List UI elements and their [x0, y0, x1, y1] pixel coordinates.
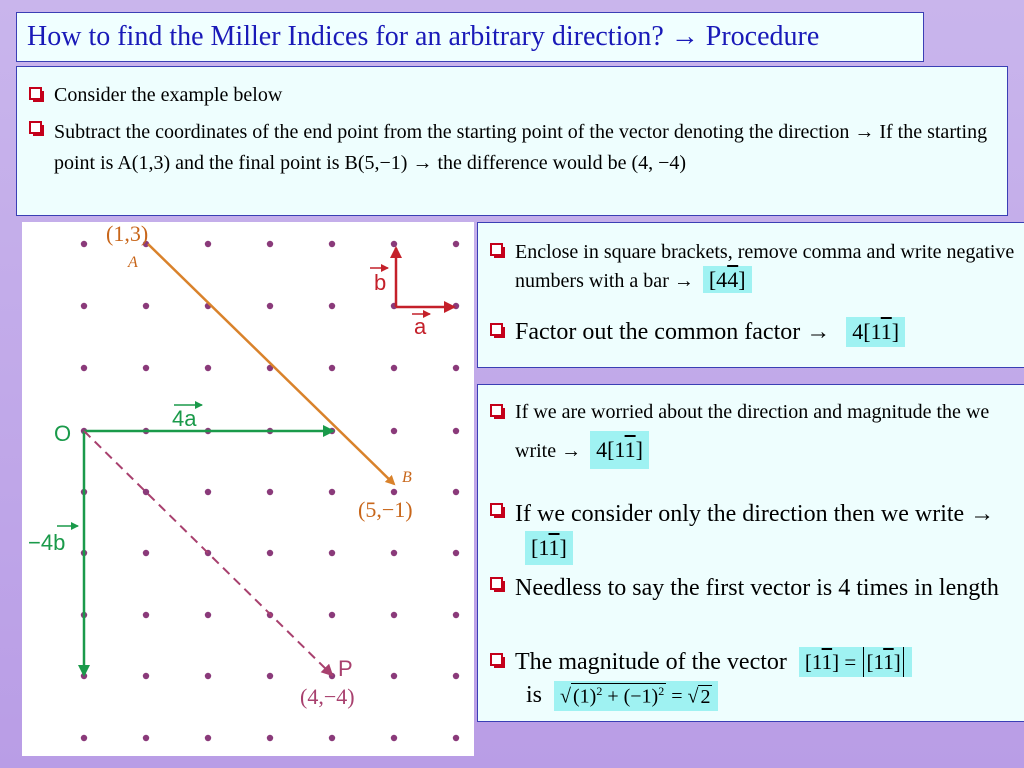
point-a-coords: (1,3) [106, 222, 149, 246]
lattice-dot [81, 365, 87, 371]
box-b-bullet-3 [490, 571, 1020, 605]
lattice-dot [143, 673, 149, 679]
lattice-dot [205, 365, 211, 371]
lattice-dot [391, 428, 397, 434]
box-a-bullet-2-text: Factor out the common factor → [515, 319, 831, 345]
lattice-dot [391, 489, 397, 495]
lattice-dot [391, 550, 397, 556]
lattice-dot [267, 550, 273, 556]
lattice-dot [453, 550, 459, 556]
lattice-dots [81, 241, 459, 741]
point-p-label: P [338, 656, 353, 681]
math-direction-only: [11] [525, 531, 573, 565]
intro-box [16, 66, 1008, 216]
box-b-bullet-2-text: If we consider only the direction then we write → [515, 501, 995, 527]
lattice-dot [143, 303, 149, 309]
bracket-steps-box [477, 222, 1024, 368]
box-b-bullet-4-line-2 [526, 681, 718, 711]
checkbox-bullet-icon [490, 323, 503, 336]
lattice-dot [267, 303, 273, 309]
lattice-dot [453, 489, 459, 495]
lattice-dot [391, 673, 397, 679]
basis-a-label: a [414, 314, 427, 339]
slide-title: How to find the Miller Indices for an arbitrary direction? → Procedure [27, 21, 820, 52]
checkbox-bullet-icon [490, 243, 503, 256]
lattice-dot [453, 241, 459, 247]
lattice-dot [329, 303, 335, 309]
lattice-dot [391, 735, 397, 741]
lattice-dot [267, 673, 273, 679]
lattice-dot [81, 303, 87, 309]
point-a-name: A [128, 254, 138, 271]
lattice-dot [143, 365, 149, 371]
lattice-dot [453, 428, 459, 434]
intro-bullet-1 [29, 83, 989, 107]
intro-bullet-2 [29, 117, 989, 179]
title-box [16, 12, 924, 62]
box-b-bullet-2 [490, 497, 1020, 565]
lattice-dot [267, 489, 273, 495]
point-b-coords: (5,−1) [358, 497, 413, 522]
checkbox-bullet-icon [490, 653, 503, 666]
intro-bullet-text: Subtract the coordinates of the end point from the starting point of the vector denoting the direction → If the starting point is A(1,3) and the final point is B(5,−1) → the difference would be (4, −4) [54, 121, 988, 174]
lattice-dot [453, 673, 459, 679]
lattice-dot [205, 612, 211, 618]
vector-diagram-svg [22, 222, 474, 756]
box-a-bullet-1-text: Enclose in square brackets, remove comma and write negative numbers with a bar → [515, 241, 1015, 292]
box-b-bullet-3-text: Needless to say the first vector is 4 times in length [515, 575, 999, 601]
lattice-dot [143, 612, 149, 618]
point-b-name: B [402, 469, 412, 486]
vector-4a-label: 4a [172, 406, 197, 431]
checkbox-bullet-icon [29, 121, 42, 134]
lattice-dot [267, 241, 273, 247]
math-bracket-4-4bar: [44] [703, 266, 752, 293]
lattice-dot [391, 241, 397, 247]
lattice-dot [81, 735, 87, 741]
basis-b-label: b [374, 270, 387, 295]
lattice-dot [205, 489, 211, 495]
lattice-dot [329, 612, 335, 618]
box-b-bullet-1 [490, 401, 1020, 470]
checkbox-bullet-icon [490, 503, 503, 516]
lattice-dot [143, 550, 149, 556]
vector-ab-arrow [148, 244, 394, 484]
lattice-dot [329, 365, 335, 371]
origin-label: O [54, 421, 72, 446]
direction-magnitude-box [477, 384, 1024, 722]
lattice-dot [205, 673, 211, 679]
box-b-bullet-4 [490, 647, 1020, 677]
lattice-dot [267, 735, 273, 741]
lattice-dot [205, 241, 211, 247]
checkbox-bullet-icon [490, 577, 503, 590]
lattice-dot [453, 612, 459, 618]
lattice-dot [81, 241, 87, 247]
checkbox-bullet-icon [490, 404, 503, 417]
math-magnitude-abs: [11] = [11] [799, 647, 912, 677]
intro-bullet-text: Consider the example below [54, 84, 283, 106]
lattice-dot [391, 612, 397, 618]
box-b-bullet-4-text: The magnitude of the vector [515, 649, 787, 675]
vector-diagram [22, 222, 474, 756]
lattice-dot [391, 365, 397, 371]
lattice-dot [453, 365, 459, 371]
box-b-bullet-1-text: If we are worried about the direction and magnitude the we write → [515, 401, 990, 462]
math-magnitude-direction: 4[11] [590, 431, 649, 469]
lattice-dot [329, 489, 335, 495]
point-p-coords: (4,−4) [300, 684, 355, 709]
math-factored-4-1-1bar: 4[11] [846, 317, 905, 347]
vector-neg4b-label: −4b [28, 530, 66, 555]
lattice-dot [329, 550, 335, 556]
lattice-dot [205, 735, 211, 741]
lattice-dot [143, 735, 149, 741]
checkbox-bullet-icon [29, 87, 42, 100]
box-a-bullet-2 [490, 317, 1020, 347]
box-a-bullet-1 [490, 239, 1020, 295]
math-magnitude-sqrt: √ $(1)^2 + (-1)^2$ = √ 2 [554, 681, 718, 711]
vector-op-dashed-arrow [84, 431, 332, 675]
lattice-dot [453, 735, 459, 741]
lattice-dot [329, 241, 335, 247]
lattice-dot [329, 735, 335, 741]
box-b-bullet-4-is: is [526, 682, 543, 709]
